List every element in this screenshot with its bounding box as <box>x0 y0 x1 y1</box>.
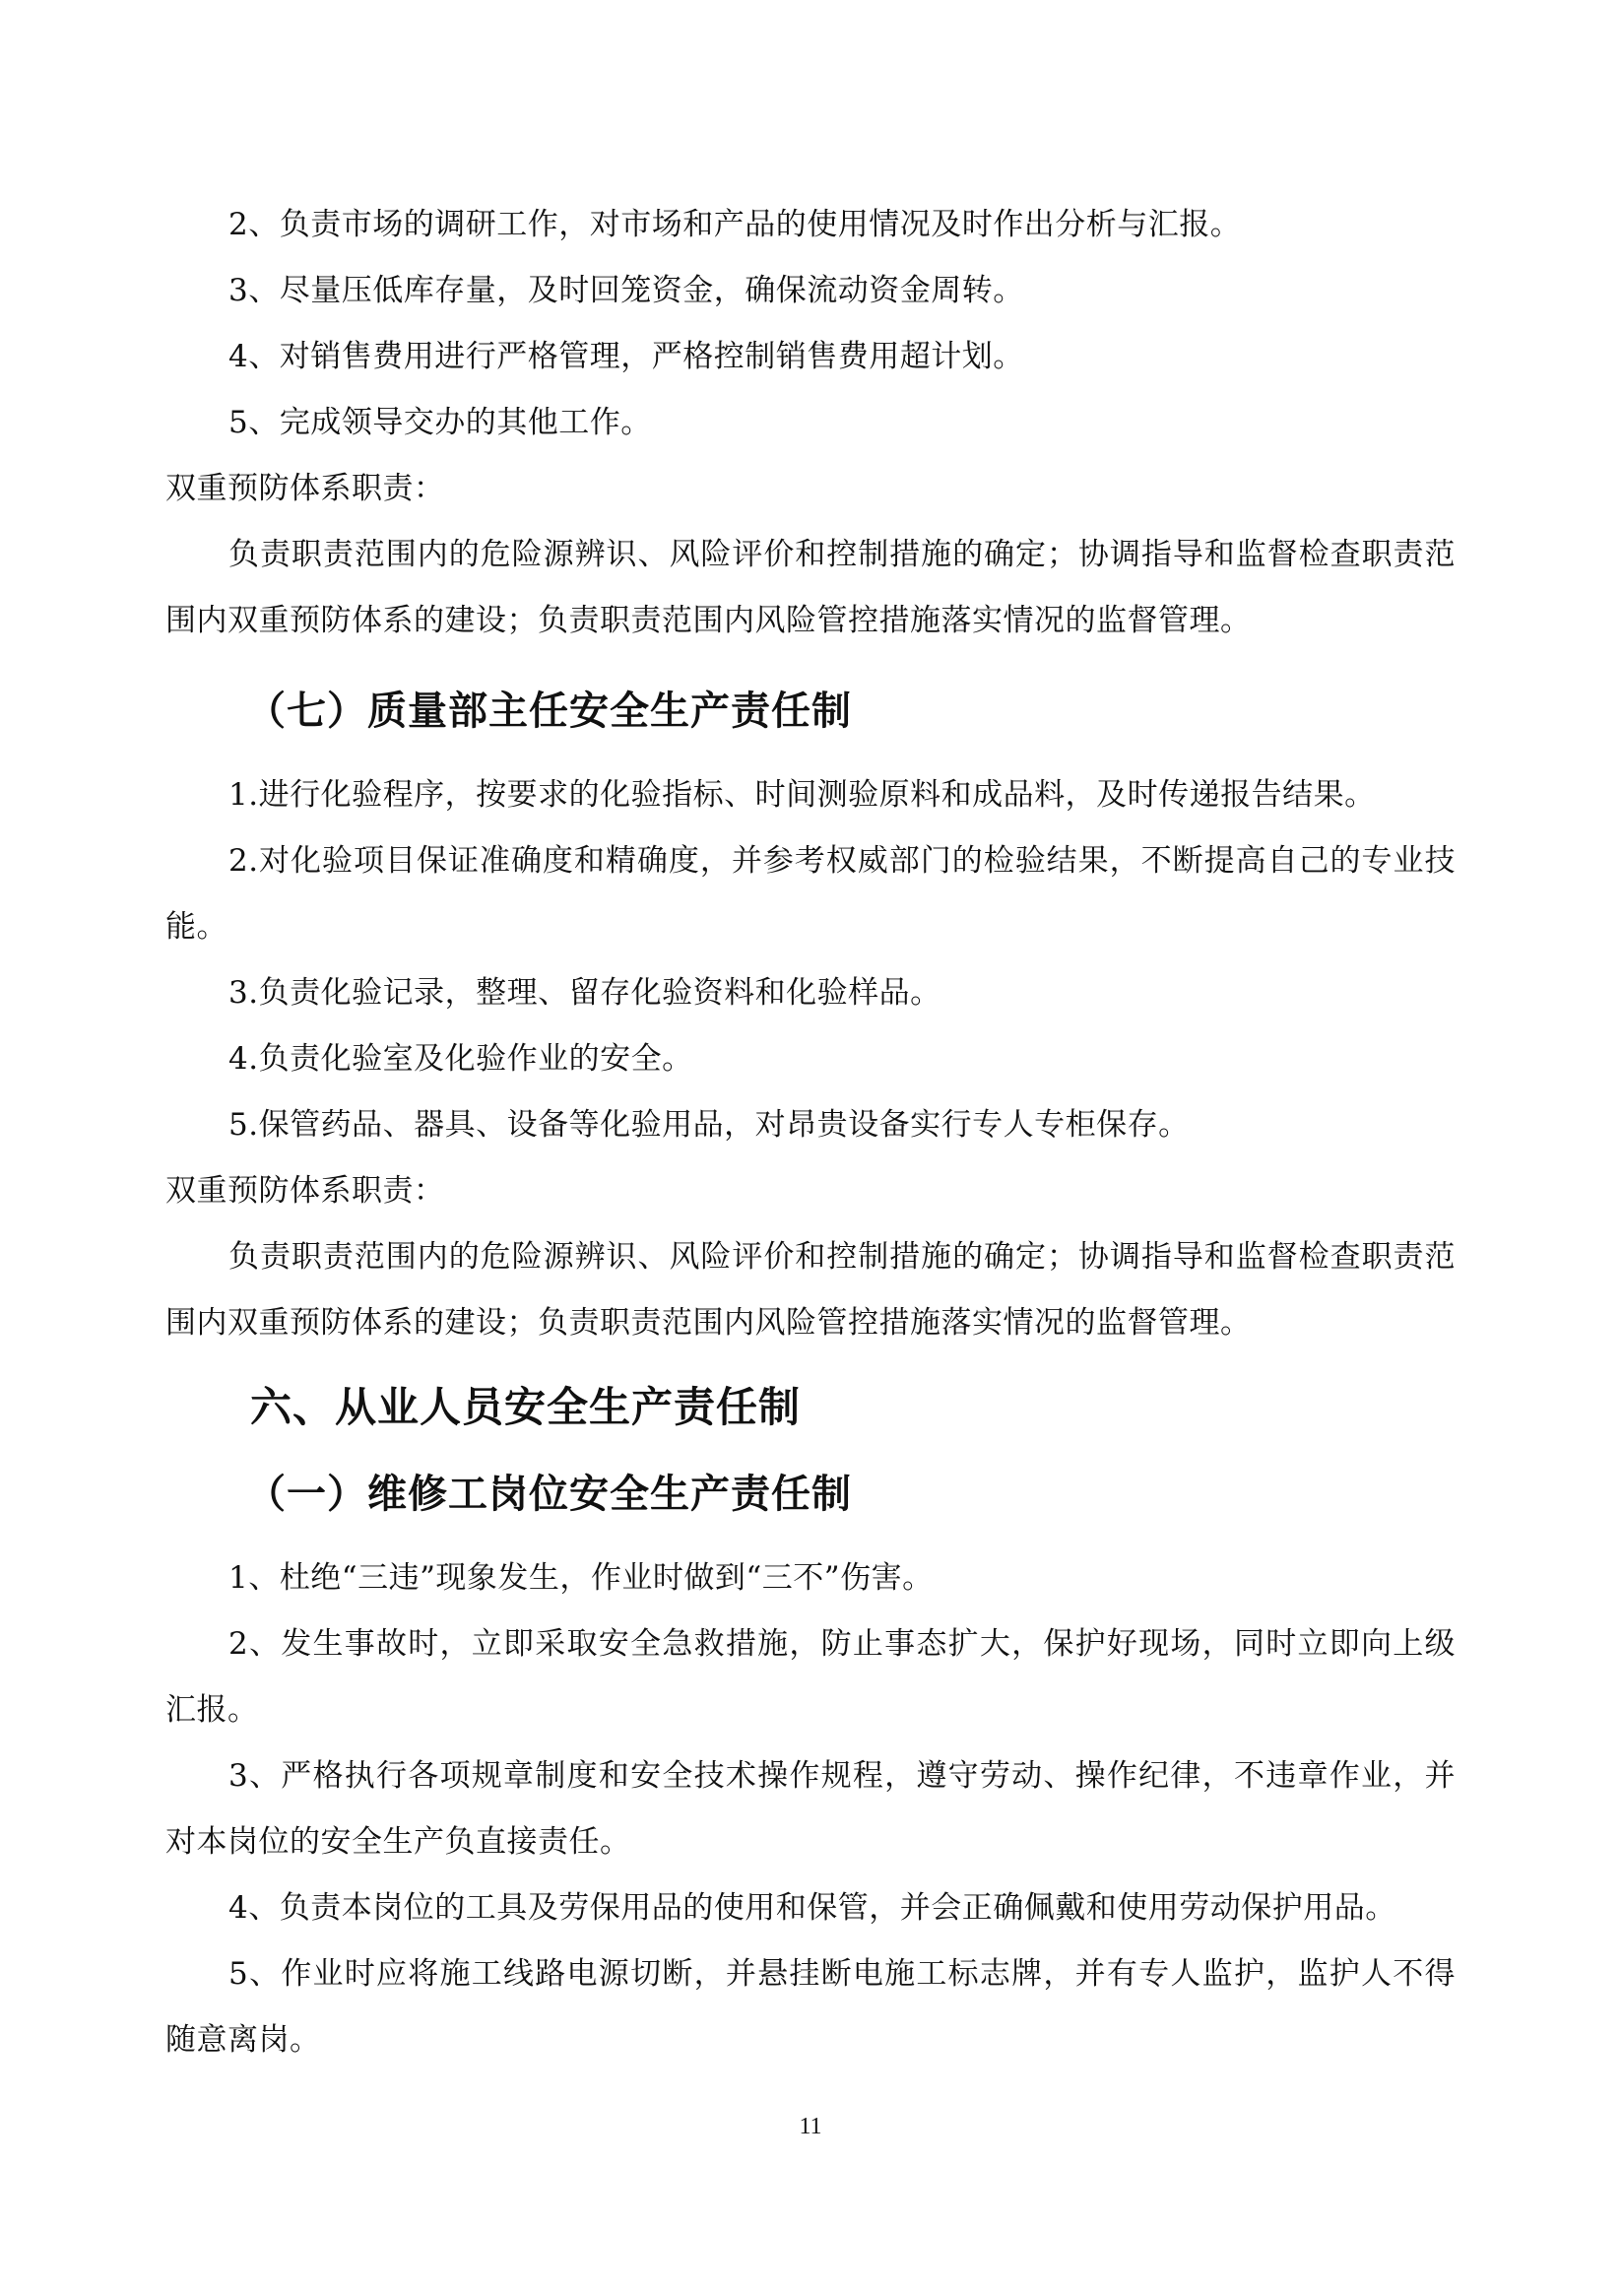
page-content <box>165 192 1456 2073</box>
list-item: 5.保管药品、器具、设备等化验用品，对昂贵设备实行专人专柜保存。 <box>228 1107 1190 1143</box>
list-item: 4、对销售费用进行严格管理，严格控制销售费用超计划。 <box>228 339 1024 374</box>
dual-prevention-label: 双重预防体系职责： <box>165 471 445 506</box>
list-item: 1、杜绝“三违”现象发生，作业时做到“三不”伤害。 <box>228 1560 934 1596</box>
list-item: 5、作业时应将施工线路电源切断，并悬挂断电施工标志牌，并有专人监护，监护人不得随意离岗。 <box>165 1956 1456 2058</box>
list-item: 4.负责化验室及化验作业的安全。 <box>228 1041 693 1077</box>
list-item: 2.对化验项目保证准确度和精确度，并参考权威部门的检验结果，不断提高自己的专业技能。 <box>165 843 1456 945</box>
list-item: 2、负责市场的调研工作，对市场和产品的使用情况及时作出分析与汇报。 <box>228 207 1242 242</box>
chapter-heading: 六、从业人员安全生产责任制 <box>250 1383 802 1431</box>
section-heading: （一）维修工岗位安全生产责任制 <box>246 1472 852 1517</box>
dual-prevention-text: 负责职责范围内的危险源辨识、风险评价和控制措施的确定；协调指导和监督检查职责范围内双重预防体系的建设；负责职责范围内风险管控措施落实情况的监督管理。 <box>165 537 1456 638</box>
list-item: 3、严格执行各项规章制度和安全技术操作规程，遵守劳动、操作纪律，不违章作业，并对本岗位的安全生产负直接责任。 <box>165 1758 1456 1860</box>
list-item: 5、完成领导交办的其他工作。 <box>228 405 652 440</box>
dual-prevention-label: 双重预防体系职责： <box>165 1173 445 1209</box>
list-item: 4、负责本岗位的工具及劳保用品的使用和保管，并会正确佩戴和使用劳动保护用品。 <box>228 1890 1396 1926</box>
list-item: 1.进行化验程序，按要求的化验指标、时间测验原料和成品料，及时传递报告结果。 <box>228 777 1376 813</box>
list-item: 3、尽量压低库存量，及时回笼资金，确保流动资金周转。 <box>228 273 1024 308</box>
dual-prevention-text: 负责职责范围内的危险源辨识、风险评价和控制措施的确定；协调指导和监督检查职责范围内双重预防体系的建设；负责职责范围内风险管控措施落实情况的监督管理。 <box>165 1239 1456 1341</box>
list-item: 2、发生事故时，立即采取安全急救措施，防止事态扩大，保护好现场，同时立即向上级汇报。 <box>165 1626 1456 1728</box>
list-item: 3.负责化验记录，整理、留存化验资料和化验样品。 <box>228 975 941 1011</box>
section-heading: （七）质量部主任安全生产责任制 <box>246 689 852 734</box>
page-number: 11 <box>799 2114 822 2139</box>
